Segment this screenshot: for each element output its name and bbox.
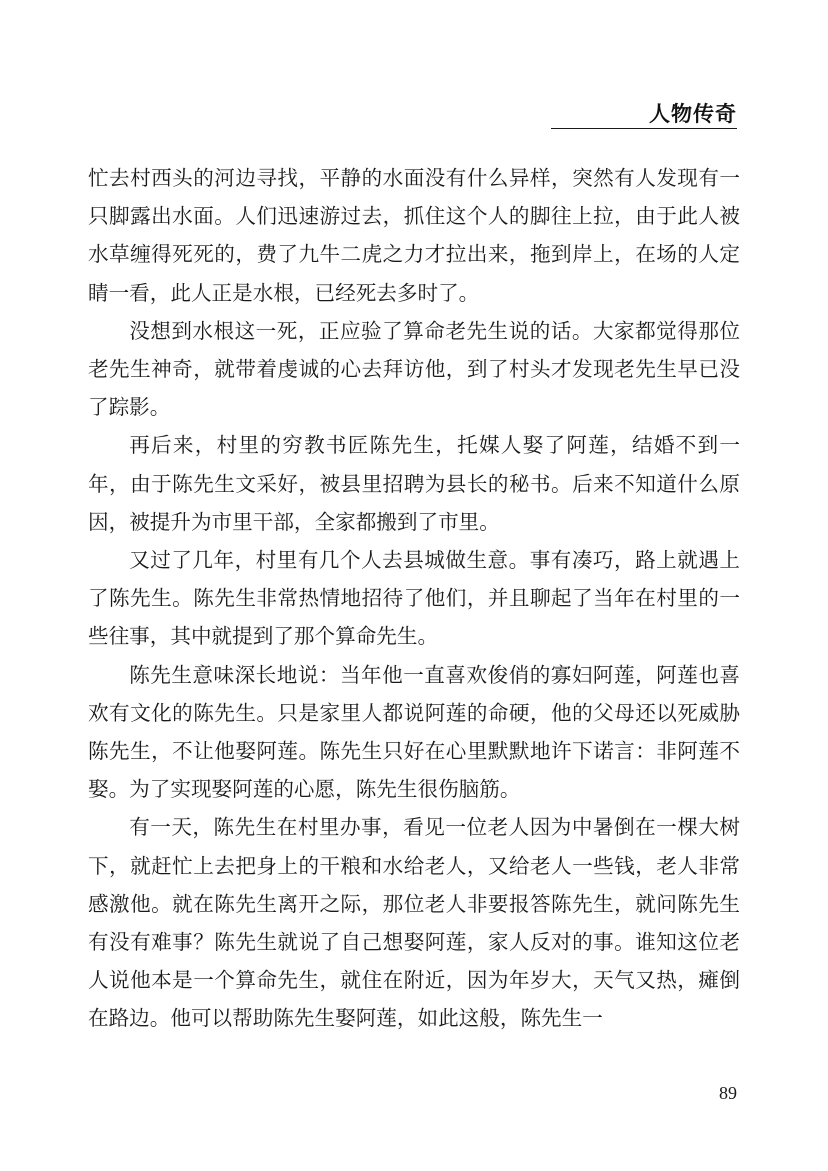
paragraph: 忙去村西头的河边寻找，平静的水面没有什么异样，突然有人发现有一只脚露出水面。人们迅速游过去，抓住这个人的脚往上拉，由于此人被水草缠得死死的，费了九牛二虎之力才拉出来，拖到岸上，在场的人定睛一看，此人正是水根，已经死去多时了。 xyxy=(88,166,740,305)
paragraph: 陈先生意味深长地说：当年他一直喜欢俊俏的寡妇阿莲，阿莲也喜欢有文化的陈先生。只是家里人都说阿莲的命硬，他的父母还以死威胁陈先生，不让他娶阿莲。陈先生只好在心里默默地许下诺言：非阿莲不娶。为了实现娶阿莲的心愿，陈先生很伤脑筋。 xyxy=(88,662,740,802)
paragraph: 没想到水根这一死，正应验了算命老先生说的话。大家都觉得那位老先生神奇，就带着虔诚的心去拜访他，到了村头才发现老先生早已没了踪影。 xyxy=(88,318,740,420)
page-number: 89 xyxy=(719,1083,737,1103)
body-text xyxy=(88,159,740,1038)
paragraph: 再后来，村里的穷教书匠陈先生，托媒人娶了阿莲，结婚不到一年，由于陈先生文采好，被县里招聘为县长的秘书。后来不知道什么原因，被提升为市里干部，全家都搬到了市里。 xyxy=(88,433,740,534)
paragraph: 又过了几年，村里有几个人去县城做生意。事有凑巧，路上就遇上了陈先生。陈先生非常热情地招待了他们，并且聊起了当年在村里的一些往事，其中就提到了那个算命先生。 xyxy=(88,548,740,649)
running-header xyxy=(551,96,737,129)
paragraph: 有一天，陈先生在村里办事，看见一位老人因为中暑倒在一棵大树下，就赶忙上去把身上的干粮和水给老人，又给老人一些钱，老人非常感激他。就在陈先生离开之际，那位老人非要报答陈先生，就问陈先生有没有难事？陈先生就说了自己想娶阿莲，家人反对的事。谁知这位老人说他本是一个算命先生，就住在附近，因为年岁大，天气又热，瘫倒在路边。他可以帮助陈先生娶阿莲，如此这般，陈先生一 xyxy=(88,815,740,1031)
section-title: 人物传奇 xyxy=(649,102,737,126)
